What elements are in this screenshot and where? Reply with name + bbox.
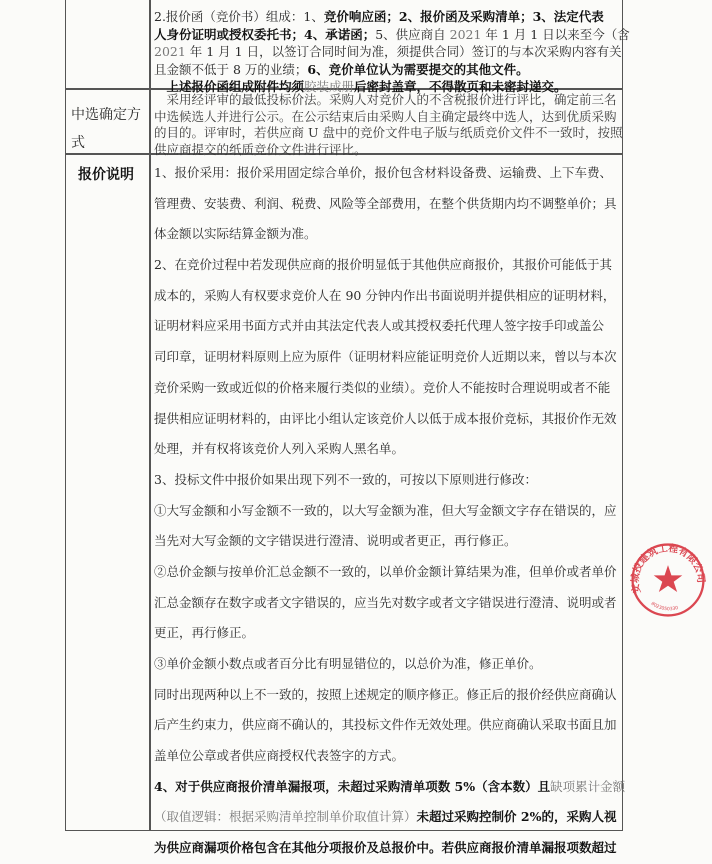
text-segment: 同时出现两种以上不一致的，按照上述规定的顺序修正。修正后的报价经供应商确认 — [154, 686, 617, 702]
text-segment: ②总价金额与按单价汇总金额不一致的，以单价金额计算结果为准，但单价或者单价 — [154, 563, 617, 579]
label-line: 中选确定方 — [71, 107, 141, 123]
text-segment: 后密封盖章，不得散页和未密封递交。 — [354, 79, 567, 94]
text-segment: 汇总金额存在数字或者文字错误的，应当先对数字或者文字错误进行澄清、说明或者 — [154, 594, 617, 610]
text-segment: 提供相应证明材料的，由评比小组认定该竞价人以低于成本报价竞标，其报价作无效 — [154, 410, 617, 426]
bid-requirements-table — [65, 0, 630, 856]
text-segment: 为供应商漏项价格包含在其他分项报价及总报价中。若供应商报价清单漏报项数超过 — [154, 840, 617, 856]
text-line — [154, 680, 618, 711]
text-segment: ①大写金额和小写金额不一致的，以大写金额为准，但大写金额文字存在错误的，应 — [154, 502, 617, 518]
text-segment: 体金额以实际结算金额为准。 — [154, 226, 317, 242]
text-segment: 证明材料应采用书面方式并由其法定代表人或其授权委托代理人签字按手印或盖公 — [154, 318, 605, 334]
text-segment: 管理费、安装费、利润、税费、风险等全部费用，在整个供货期内均不调整单价；具 — [154, 195, 617, 211]
svg-text:安城投建筑工程有限公司: 安城投建筑工程有限公司 — [629, 543, 707, 595]
text-line — [154, 741, 618, 772]
company-seal-stamp — [628, 540, 708, 620]
text-line — [154, 618, 618, 649]
text-segment: 4、对于供应商报价清单漏报项，未超过采购清单项数 5%（含本数）且 — [154, 778, 551, 794]
text-segment: 成本的，采购人有权要求竞价人在 90 分钟内作出书面说明并提供相应的证明材料， — [154, 287, 616, 303]
text-line — [154, 465, 618, 496]
star-icon — [654, 565, 683, 592]
text-segment: 竞价响应函；2、报价函及采购清单；3、法定代表 — [323, 9, 604, 24]
text-line — [154, 250, 618, 281]
text-line — [154, 26, 630, 44]
text-segment: 2、在竞价过程中若发现供应商的报价明显低于其他供应商报价，其报价可能低于其 — [154, 257, 612, 273]
svg-text:8023050330: 8023050330 — [649, 601, 679, 613]
text-line: 中选候选人并进行公示。在公示结束后由采购人自主确定最终中选人，达到优质采购 — [154, 108, 617, 124]
text-line — [154, 588, 618, 619]
selection-method-cell — [154, 92, 623, 158]
text-segment: 更正，再行修正。 — [154, 625, 255, 641]
text-segment: 1、报价采用：报价采用固定综合单价，报价包含材料设备费、运输费、上下车费、 — [154, 165, 612, 180]
text-line — [154, 710, 618, 741]
text-segment: 未超过采购控制价 2%的，采购人视 — [416, 809, 617, 825]
text-segment: 年 1 月 1 日以来至今（含 — [481, 26, 630, 42]
label-line: 式 — [71, 135, 85, 151]
text-segment: 2.报价函（竞价书）组成：1、 — [154, 9, 324, 24]
text-line — [154, 373, 618, 404]
column-divider — [149, 0, 151, 830]
quote-letter-composition-cell — [154, 8, 630, 96]
text-segment: 司印章，证明材料原则上应为原件（证明材料应能证明竞价人近期以来，曾以与本次 — [154, 349, 617, 365]
text-segment: （取值逻辑：根据采购清单控制单价取值计算） — [154, 809, 417, 825]
text-line — [154, 526, 618, 557]
text-line — [154, 649, 618, 680]
text-line: 供应商提交的纸质竞价文件进行评比。 — [154, 141, 367, 157]
text-segment: 上述报价函组成附件均须 — [154, 79, 305, 94]
text-segment: 3、投标文件中报价如果出现下列不一致的，可按以下原则进行修改： — [154, 471, 537, 487]
text-segment: 盖单位公章或者供应商授权代表签字的方式。 — [154, 748, 405, 764]
text-segment: ③单价金额小数点或者百分比有明显错位的，以总价为准，修正单价。 — [154, 656, 542, 671]
text-line — [154, 61, 618, 79]
text-line — [154, 219, 618, 250]
text-segment: 竞价采购一致或近似的价格来履行类似的业绩）。竞价人不能按时合理说明或者不能 — [154, 379, 611, 395]
quote-instructions-cell — [154, 158, 626, 864]
text-segment: 6、竞价单位认为需要提交的其他文件。 — [307, 61, 529, 77]
text-segment: 年 1 月 1 日，以签订合同时间为准，须提供合同）签订的与本次采购内容有关 — [185, 44, 622, 59]
selection-method-label — [66, 94, 149, 153]
text-segment: 且金额不低于 8 万的业绩； — [154, 61, 308, 77]
text-line — [154, 557, 618, 588]
text-segment: 缺项累计金额 — [550, 778, 626, 794]
text-line — [154, 189, 618, 220]
text-line — [154, 158, 618, 189]
text-segment: 人身份证明或授权委托书；4、承诺函； — [154, 26, 376, 42]
text-line: 采用经评审的最低投标价法。采购人对竞价人的不含税报价进行评比，确定前三名 — [154, 92, 617, 107]
text-segment: 5、供应商自 — [375, 26, 450, 42]
text-line — [154, 311, 618, 342]
text-line — [154, 496, 618, 527]
text-line — [154, 281, 618, 312]
text-segment: 处理，并有权将该竞价人列入采购人黑名单。 — [154, 441, 405, 457]
text-line — [154, 434, 618, 465]
text-line — [154, 8, 618, 26]
text-line: 的目的。评审时，若供应商 U 盘中的竞价文件电子版与纸质竞价文件不一致时，按照 — [154, 125, 623, 140]
text-line — [154, 404, 618, 435]
text-line — [154, 802, 618, 833]
text-segment: 2021 — [154, 44, 186, 59]
text-line — [154, 342, 618, 373]
quote-instructions-label: 报价说明 — [78, 167, 134, 183]
text-line — [154, 772, 626, 803]
text-line — [154, 43, 622, 61]
text-segment: 胶装成册 — [304, 79, 355, 94]
text-segment: 2021 — [449, 26, 482, 42]
text-segment: 后产生约束力，供应商不确认的，其投标文件作无效处理。供应商确认采取书面且加 — [154, 717, 617, 733]
text-line — [154, 833, 618, 864]
text-segment: 当先对大写金额的文字错误进行澄清、说明或者更正，再行修正。 — [154, 533, 517, 549]
